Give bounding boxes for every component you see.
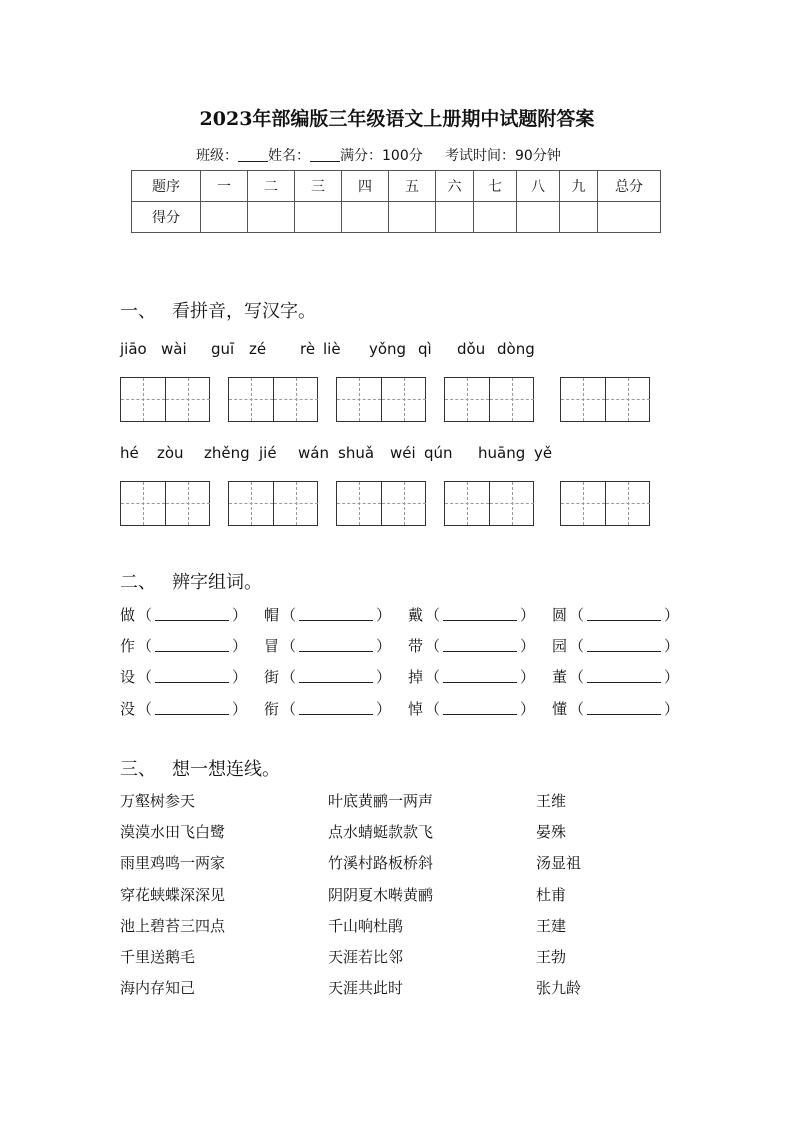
score-header-cell: 五: [389, 171, 436, 202]
poet-name[interactable]: 张九龄: [536, 979, 582, 998]
poem-line-left[interactable]: 漠漠水田飞白鹭: [120, 823, 226, 842]
pinyin-syllable: zé: [249, 340, 267, 358]
word-group-item: [264, 698, 391, 719]
answer-blank[interactable]: [299, 669, 373, 683]
score-cell[interactable]: [517, 202, 560, 233]
poem-line-left[interactable]: 千里送鹅毛: [120, 948, 196, 966]
word-group-char: 街: [264, 668, 280, 686]
word-group-char: 悼: [408, 700, 424, 718]
poet-name[interactable]: 汤显祖: [536, 854, 582, 873]
pinyin-syllable: zhěng: [204, 444, 250, 462]
poem-line-left[interactable]: 穿花蛱蝶深深见: [120, 885, 226, 904]
score-header-cell: 四: [342, 171, 389, 202]
open-paren: （: [425, 668, 441, 686]
writing-box[interactable]: [228, 377, 318, 422]
score-cell[interactable]: [201, 202, 248, 233]
score-cell[interactable]: [295, 202, 342, 233]
poet-name[interactable]: 晏殊: [536, 823, 567, 842]
close-paren: ）: [664, 668, 680, 686]
word-group-char: 懂: [552, 700, 568, 718]
word-group-item: [264, 666, 391, 687]
pinyin-syllable: huāng: [478, 444, 526, 462]
word-group-char: 董: [552, 668, 568, 686]
writing-box[interactable]: [560, 481, 650, 526]
score-header-cell: 七: [474, 171, 517, 202]
open-paren: （: [425, 637, 441, 655]
open-paren: （: [137, 700, 153, 718]
answer-blank[interactable]: [155, 669, 229, 683]
pinyin-syllable: dòng: [497, 340, 535, 358]
poem-line-left[interactable]: 万壑树参天: [120, 792, 196, 810]
close-paren: ）: [376, 700, 392, 718]
word-group-char: 冒: [264, 637, 280, 655]
pinyin-syllable: jié: [259, 444, 277, 462]
section1-title: 看拼音，写汉字。: [172, 301, 316, 322]
word-group-item: [120, 666, 247, 687]
poet-name[interactable]: 王勃: [536, 948, 567, 966]
class-blank[interactable]: [238, 147, 268, 162]
answer-blank[interactable]: [155, 701, 229, 715]
poem-line-middle[interactable]: 点水蜻蜓款款飞: [328, 823, 434, 842]
poem-line-middle[interactable]: 天涯共此时: [328, 979, 404, 998]
close-paren: ）: [232, 668, 248, 686]
word-group-item: [552, 604, 679, 625]
close-paren: ）: [376, 606, 392, 624]
answer-blank[interactable]: [299, 638, 373, 652]
open-paren: （: [569, 606, 585, 624]
class-label: 班级：: [196, 148, 238, 164]
open-paren: （: [137, 668, 153, 686]
answer-blank[interactable]: [155, 638, 229, 652]
close-paren: ）: [664, 700, 680, 718]
score-row-label: 得分: [132, 202, 201, 233]
poet-name[interactable]: 杜甫: [536, 885, 567, 904]
section2-heading: [120, 568, 262, 594]
open-paren: （: [425, 700, 441, 718]
open-paren: （: [281, 637, 297, 655]
open-paren: （: [569, 637, 585, 655]
score-cell[interactable]: [560, 202, 598, 233]
section3-heading: [120, 755, 280, 781]
word-group-char: 没: [120, 700, 136, 718]
open-paren: （: [569, 700, 585, 718]
writing-box[interactable]: [444, 377, 534, 422]
pinyin-syllable: guī: [211, 340, 235, 358]
close-paren: ）: [520, 637, 536, 655]
poem-line-middle[interactable]: 竹溪村路板桥斜: [328, 854, 434, 873]
writing-box[interactable]: [560, 377, 650, 422]
open-paren: （: [137, 606, 153, 624]
name-blank[interactable]: [310, 147, 340, 162]
score-header-cell: 九: [560, 171, 598, 202]
name-label: 姓名：: [268, 148, 310, 164]
pinyin-syllable: qún: [424, 444, 453, 462]
word-group-item: [552, 698, 679, 719]
open-paren: （: [137, 637, 153, 655]
word-group-item: [120, 635, 247, 656]
open-paren: （: [569, 668, 585, 686]
section1-number: 一、: [120, 301, 156, 322]
word-group-item: [552, 635, 679, 656]
score-cell[interactable]: [248, 202, 295, 233]
word-group-item: [120, 698, 247, 719]
score-cell[interactable]: [474, 202, 517, 233]
close-paren: ）: [664, 637, 680, 655]
pinyin-syllable: hé: [120, 444, 139, 462]
poem-line-middle[interactable]: 阴阴夏木啭黄鹂: [328, 885, 434, 904]
answer-blank[interactable]: [443, 669, 517, 683]
section3-title: 想一想连线。: [172, 759, 280, 780]
word-group-char: 掉: [408, 668, 424, 686]
close-paren: ）: [520, 668, 536, 686]
pinyin-syllable: wéi: [390, 444, 416, 462]
word-group-char: 作: [120, 637, 136, 655]
word-group-char: 带: [408, 637, 424, 655]
score-header-cell: 二: [248, 171, 295, 202]
writing-box[interactable]: [228, 481, 318, 526]
score-table-header-row: [132, 171, 661, 202]
answer-blank[interactable]: [587, 701, 661, 715]
pinyin-syllable: qì: [418, 340, 432, 358]
score-header-cell: 题序: [132, 171, 201, 202]
writing-box[interactable]: [336, 481, 426, 526]
word-group-char: 圆: [552, 606, 568, 624]
pinyin-syllable: jiāo: [120, 340, 147, 358]
word-group-char: 园: [552, 637, 568, 655]
score-table: [131, 170, 661, 233]
close-paren: ）: [232, 637, 248, 655]
section2-title: 辨字组词。: [172, 572, 262, 593]
score-header-cell: 六: [436, 171, 474, 202]
exam-info: [196, 145, 561, 165]
word-group-char: 做: [120, 606, 136, 624]
writing-box[interactable]: [120, 377, 210, 422]
poem-line-left[interactable]: 雨里鸡鸣一两家: [120, 854, 226, 873]
pinyin-syllable: liè: [323, 340, 341, 358]
score-header-cell: 一: [201, 171, 248, 202]
answer-blank[interactable]: [443, 607, 517, 621]
close-paren: ）: [520, 606, 536, 624]
close-paren: ）: [664, 606, 680, 624]
poem-line-middle[interactable]: 天涯若比邻: [328, 948, 404, 966]
pinyin-syllable: rè: [300, 340, 316, 358]
section1-heading: [120, 297, 316, 323]
word-group-item: [264, 635, 391, 656]
open-paren: （: [281, 668, 297, 686]
writing-box[interactable]: [336, 377, 426, 422]
answer-blank[interactable]: [587, 669, 661, 683]
section3-number: 三、: [120, 759, 156, 780]
score-cell[interactable]: [389, 202, 436, 233]
answer-blank[interactable]: [443, 638, 517, 652]
score-cell[interactable]: [436, 202, 474, 233]
score-header-cell: 总分: [598, 171, 661, 202]
answer-blank[interactable]: [587, 607, 661, 621]
page-title: 2023年部编版三年级语文上册期中试题附答案: [199, 108, 595, 130]
word-group-item: [552, 666, 679, 687]
answer-blank[interactable]: [443, 701, 517, 715]
score-header-cell: 三: [295, 171, 342, 202]
poem-line-left[interactable]: 池上碧苔三四点: [120, 916, 226, 935]
poem-line-left[interactable]: 海内存知己: [120, 979, 196, 998]
poem-line-middle[interactable]: 千山响杜鹃: [328, 916, 404, 935]
score-table-score-row: [132, 202, 661, 233]
score-cell[interactable]: [342, 202, 389, 233]
open-paren: （: [425, 606, 441, 624]
poet-name[interactable]: 王建: [536, 916, 567, 935]
word-group-char: 帽: [264, 606, 280, 624]
score-header-cell: 八: [517, 171, 560, 202]
writing-box[interactable]: [444, 481, 534, 526]
pinyin-syllable: dǒu: [457, 340, 486, 358]
answer-blank[interactable]: [299, 607, 373, 621]
section2-number: 二、: [120, 572, 156, 593]
pinyin-syllable: zòu: [157, 444, 184, 462]
pinyin-syllable: wài: [161, 340, 187, 358]
answer-blank[interactable]: [299, 701, 373, 715]
writing-box[interactable]: [120, 481, 210, 526]
close-paren: ）: [232, 606, 248, 624]
word-group-item: [120, 604, 247, 625]
answer-blank[interactable]: [587, 638, 661, 652]
poet-name[interactable]: 王维: [536, 792, 567, 810]
word-group-char: 设: [120, 668, 136, 686]
pinyin-syllable: yǒng: [369, 340, 407, 358]
pinyin-syllable: wán: [298, 444, 329, 462]
close-paren: ）: [232, 700, 248, 718]
full-score: 满分：100分: [340, 148, 423, 164]
close-paren: ）: [520, 700, 536, 718]
close-paren: ）: [376, 637, 392, 655]
close-paren: ）: [376, 668, 392, 686]
poem-line-middle[interactable]: 叶底黄鹂一两声: [328, 792, 434, 810]
score-cell[interactable]: [598, 202, 661, 233]
exam-time: 考试时间：90分钟: [445, 148, 561, 164]
word-group-item: [408, 635, 535, 656]
answer-blank[interactable]: [155, 607, 229, 621]
open-paren: （: [281, 700, 297, 718]
word-group-item: [408, 666, 535, 687]
pinyin-syllable: shuǎ: [338, 444, 375, 462]
word-group-char: 衔: [264, 700, 280, 718]
open-paren: （: [281, 606, 297, 624]
word-group-item: [264, 604, 391, 625]
word-group-item: [408, 698, 535, 719]
word-group-item: [408, 604, 535, 625]
word-group-char: 戴: [408, 606, 424, 624]
pinyin-syllable: yě: [534, 444, 553, 462]
